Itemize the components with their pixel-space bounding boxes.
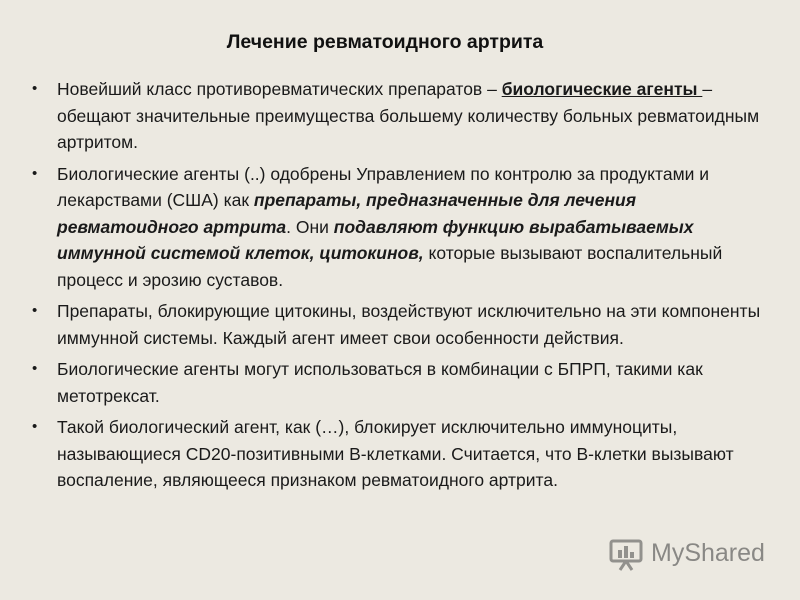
bullet-text: которые вызывают воспалительный процесс и эрозию суставов. <box>57 243 723 290</box>
bullet-marker: • <box>32 80 38 97</box>
bullet-marker: • <box>32 164 38 182</box>
bullet-marker: • <box>32 360 38 377</box>
bullet-text: Такой биологический агент, как (…), блокирует исключительно иммуноциты, называющиеся CD20-позитивными В-клетками. Считается, что В-клетки вызывают воспаление, являющееся признаком ревматоидного артрита. <box>57 417 734 490</box>
bullet-list <box>32 76 777 499</box>
bullet-text: Биологические агенты (..) одобрены Управлением по контролю за продуктами и лекарствами (США) как <box>57 163 710 210</box>
watermark-logo <box>608 536 773 574</box>
bullet-item <box>32 414 777 494</box>
bullet-text: – обещают значительные преимущества большему количеству больных ревматоидным артритом. <box>57 79 760 152</box>
watermark-text: MyShared <box>651 539 765 567</box>
bullet-emphasis: подавляют функцию вырабатываемых иммунной системой клеток, цитокинов, <box>57 216 694 263</box>
bullet-text: Биологические агенты могут использоваться в комбинации с БПРП, такими как метотрексат. <box>57 359 703 406</box>
bullet-emphasis: биологические агенты <box>501 79 703 99</box>
bullet-text: Новейший класс противоревматических препаратов – <box>57 79 502 99</box>
bullet-text: . Они <box>286 216 334 237</box>
presentation-board-icon <box>608 538 644 572</box>
bullet-item <box>32 298 777 351</box>
slide-title: Лечение ревматоидного артрита <box>226 31 544 53</box>
bullet-marker: • <box>32 302 38 319</box>
bullet-item <box>32 76 777 156</box>
bullet-text: Препараты, блокирующие цитокины, воздействуют исключительно на эти компоненты иммунной системы. Каждый агент имеет свои особенности действия. <box>57 301 761 348</box>
bullet-item <box>32 356 777 409</box>
bullet-marker: • <box>32 418 38 435</box>
bullet-emphasis: препараты, предназначенные для лечения ревматоидного артрита <box>57 190 637 237</box>
bullet-item <box>32 161 777 294</box>
